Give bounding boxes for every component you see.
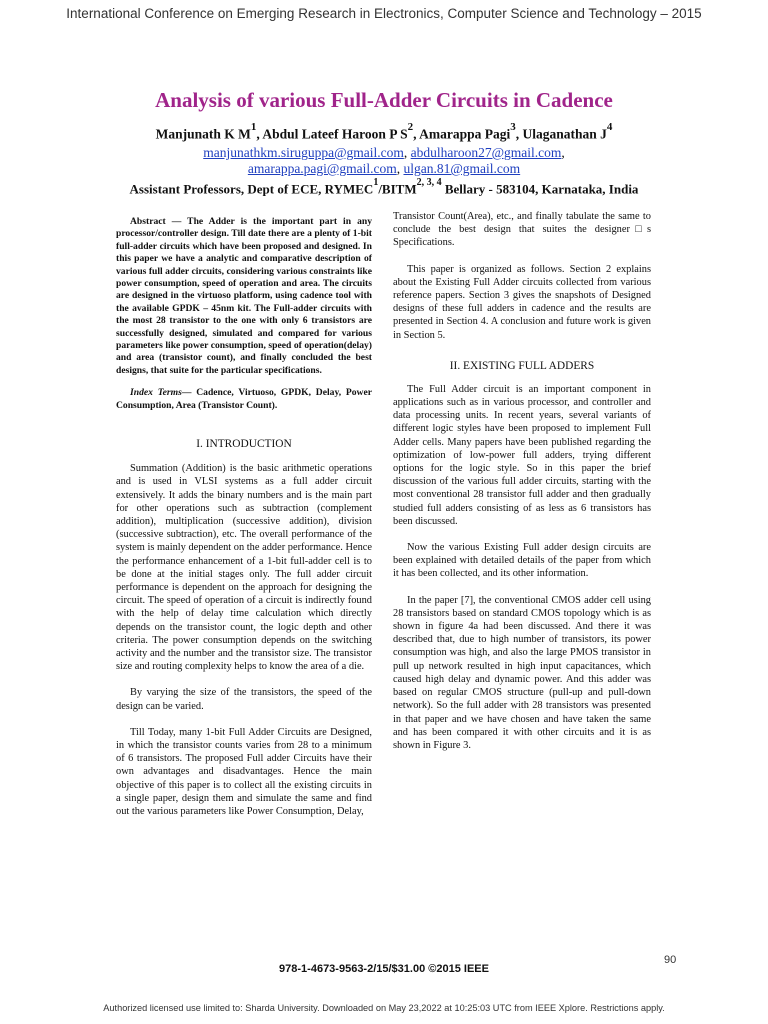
body-paragraph: Till Today, many 1-bit Full Adder Circuits are Designed, in which the transistor counts varies from 28 to a minimum of 6 transistors. The proposed Full adder Circuits have their own advantages and disadvantages. Hence the main objective of this paper is to collect all the existing circuits in a single paper, design them and simulate the same and find out the various parameters like Power Consumption, Delay,: [116, 726, 372, 817]
right-column: [393, 210, 651, 752]
body-paragraph: Transistor Count(Area), etc., and finally tabulate the same to conclude the best design that suites the designer□s Specifications.: [393, 211, 651, 249]
affiliation-text: Assistant Professors, Dept of ECE, RYMEC: [129, 181, 374, 197]
author-affiliation-mark: 2: [407, 121, 414, 133]
affiliation-text: /BITM: [378, 181, 417, 197]
paper-title: Analysis of various Full-Adder Circuits in Cadence: [155, 88, 613, 112]
page-number: 90: [664, 954, 677, 966]
license-notice: Authorized licensed use limited to: Sharda University. Downloaded on May 23,2022 at 10:25:03 UTC from IEEE Xplore. Restrictions apply.: [103, 1003, 665, 1013]
affiliation-mark: 2, 3, 4: [416, 177, 442, 188]
section-heading: I. INTRODUCTION: [196, 438, 292, 451]
conference-header: International Conference on Emerging Research in Electronics, Computer Science and Technology – 2015: [66, 6, 702, 21]
author-name: , Ulaganathan J: [515, 126, 607, 142]
author-affiliation-mark: 4: [606, 121, 613, 133]
email-separator: ,: [403, 145, 408, 160]
author-affiliation-mark: 1: [250, 121, 257, 133]
section-heading: II. EXISTING FULL ADDERS: [449, 359, 595, 372]
email-separator: ,: [396, 161, 401, 176]
body-paragraph: In the paper [7], the conventional CMOS adder cell using 28 transistors based on standard CMOS topology which is as shown in figure 4a had been discussed. And there it was described that, due to high number of transistors, its power consumption was high, and also the large PMOS transistor in pull up network resulted in high input capacitances, which caused high delay and dynamic power. And this adder was based on regular CMOS structure (pull-up and pull-down network). So the full adder with 28 transistors was presented in that paper and we have chosen and have taken the same and has been compared it with other circuits and it is as shown in Figure 3.: [393, 594, 651, 751]
body-paragraph: The Full Adder circuit is an important component in applications such as in various processor, and controller and data processing units. In recent years, several variants of different logic styles have been proposed to implement Full Adder cells. Many papers have been published regarding the optimization of low-power full adders, trying different options for the logic style. So in this paper the brief discussion of the various full adder circuits, starting with the most conventional 28 transistor full adder and then gradually studied full adders consisting of as less as 6 transistors has been discussed.: [393, 383, 651, 527]
index-terms: [116, 387, 372, 412]
email-separator: ,: [561, 145, 565, 160]
body-paragraph: Now the various Existing Full adder design circuits are been explained with detailed details of the paper from which it has been collected, and its other information.: [393, 542, 651, 580]
index-terms-label: Index Terms: [130, 387, 182, 399]
email-link[interactable]: manjunathkm.siruguppa@gmail.com: [203, 145, 404, 160]
author-name: Manjunath K M: [155, 126, 251, 142]
index-terms-text: — Cadence, Virtuoso, GPDK, Delay, Power Consumption, Area (Transistor Count).: [116, 387, 372, 411]
affiliation-line: [0, 177, 768, 197]
isbn-copyright: 978-1-4673-9563-2/15/$31.00 ©2015 IEEE: [279, 963, 489, 975]
body-paragraph: This paper is organized as follows. Section 2 explains about the Existing Full Adder circuits collected from various reference papers. Section 3 gives the snapshots of Designed designs of these full adders in cadence and the results are presented in Section 4. A conclusion and future work is given in Section 5.: [393, 263, 651, 341]
author-affiliation-mark: 3: [510, 121, 516, 133]
author-emails: [0, 145, 768, 177]
author-name: , Abdul Lateef Haroon P S: [256, 126, 408, 142]
affiliation-text: Bellary - 583104, Karnataka, India: [441, 181, 639, 197]
author-name: , Amarappa Pagi: [413, 126, 511, 142]
body-paragraph: By varying the size of the transistors, the speed of the design can be varied.: [116, 687, 372, 712]
body-paragraph: Summation (Addition) is the basic arithmetic operations and is used in VLSI systems as a full adder circuit extensively. It adds the binary numbers and is the main part for other operations such as subtraction (complement addition), multiplication (successive addition), division (successive subtraction), etc. The overall performance of the system is mainly dependent on the adder performance. Hence the performance enhancement of a 1-bit full-adder cell is to be done at the initial stages only. The full adder circuit performance is dependent on the approach for designing the circuit. The speed of operation of a circuit is indirectly found with the help of delay time calculation which directly depends on the transistor count, the logic depth and other criteria. The power consumption depends on the switching activity and the number and the transistor size. The transistor size and routing complexity helps to know the area of a die.: [116, 463, 372, 673]
abstract: Abstract — The Adder is the important part in any processor/controller design. Till date there are a plenty of 1-bit full-adder circuits which have been proposed and designed. In this paper we have a analytic and comparative description of various full adder circuits, considering various constraints like power consumption, speed of operation and area. The circuits are designed in the virtuoso platform, using cadence tool with the available GPDK – 45nm kit. The Full-adder circuits with the most 28 transistor to the one with only 6 transistors are successfully designed, simulated and compared for various parameters like power consumption, speed of operation(delay) and area (transistor count), and finally concluded the best designs, that suite for the particular specifications.: [116, 216, 372, 376]
left-column: [116, 216, 372, 818]
email-link[interactable]: ulgan.81@gmail.com: [403, 161, 521, 176]
affiliation-mark: 1: [373, 177, 379, 188]
email-link[interactable]: abdulharoon27@gmail.com: [410, 145, 562, 160]
author-line: [0, 121, 768, 143]
email-link[interactable]: amarappa.pagi@gmail.com: [247, 161, 397, 176]
